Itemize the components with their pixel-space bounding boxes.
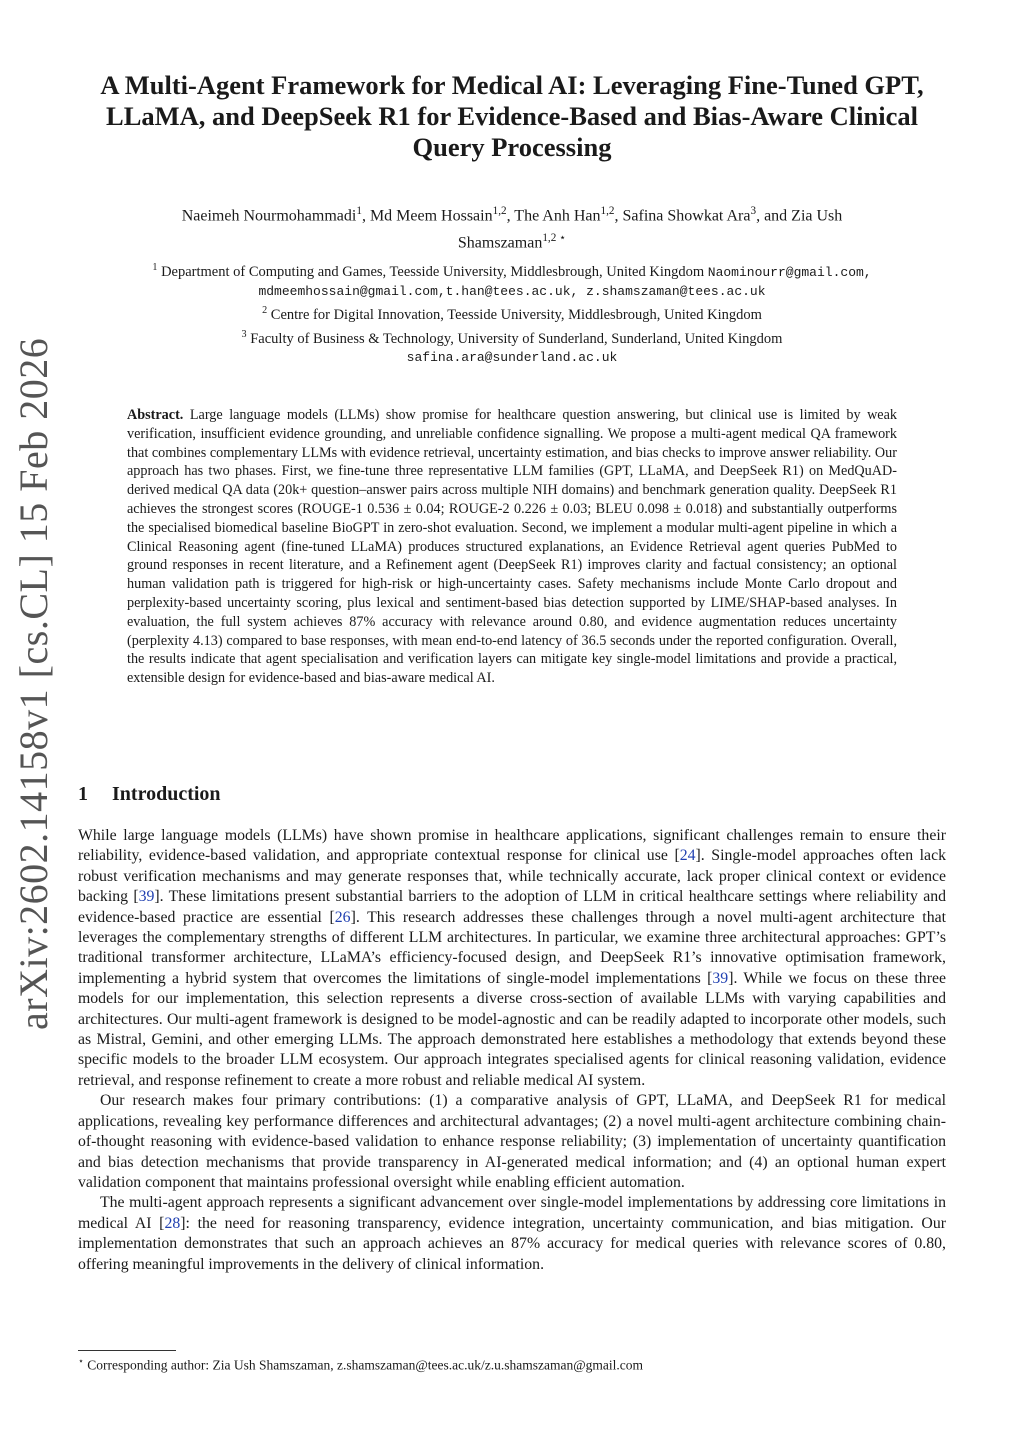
- text-span: While large language models (LLMs) have shown promise in healthcare applications, significant challenges remain to ensure their reliability, evidence-based validation, and appropriate contextual response for clinical use [: [78, 827, 946, 865]
- citation-link[interactable]: 28: [164, 1214, 181, 1232]
- title-line-3: Query Processing: [412, 132, 612, 162]
- citation-link[interactable]: 39: [712, 969, 729, 987]
- affiliation-2: Centre for Digital Innovation, Teesside University, Middlesbrough, United Kingdom: [270, 306, 762, 323]
- email: safina.ara@sunderland.ac.uk: [406, 350, 618, 366]
- paper-title: [60, 70, 964, 163]
- affil-mark: 1: [152, 262, 158, 273]
- section-heading: [78, 783, 221, 806]
- section-number: 1: [78, 783, 88, 805]
- author-name: Naeimeh Nourmohammadi: [181, 207, 357, 225]
- affil-mark: 3: [241, 328, 247, 340]
- title-line-2: LLaMA, and DeepSeek R1 for Evidence-Based and Bias-Aware Clinical: [106, 101, 918, 131]
- section-title: Introduction: [112, 783, 221, 805]
- abstract-label: Abstract.: [127, 407, 184, 423]
- text-span: ]. Single-model approaches often lack robust verification mechanisms and may generate responses that, while technically accurate, lack proper clinical context or evidence backing [: [78, 847, 946, 906]
- author-name: Shamszaman: [457, 234, 543, 252]
- author-affil-mark: 1,2 ⋆: [542, 232, 567, 245]
- footnote-rule: [78, 1350, 176, 1351]
- text-span: ]. These limitations present substantial barriers to the adoption of LLM in critical healthcare settings where reliability and evidence-based practice are essential [: [78, 888, 946, 926]
- citation-link[interactable]: 26: [334, 908, 351, 926]
- footnote-mark: ⋆: [78, 1357, 84, 1367]
- abstract: [127, 406, 897, 688]
- footnote-text: Corresponding author: Zia Ush Shamszaman, z.shamszaman@tees.ac.uk/z.u.shamszaman@gmail.com: [83, 1357, 644, 1373]
- text-span: ]: the need for reasoning transparency, evidence integration, uncertainty communication, and bias mitigation. Our implementation demonstrates that such an approach achieves an 87% accuracy for medical queries with relevance scores of 0.80, offering meaningful improvements in the delivery of clinical information.: [78, 1214, 946, 1273]
- footnote: [78, 1356, 946, 1374]
- author-affil-mark: 1: [356, 205, 362, 217]
- body-text: [78, 826, 946, 1275]
- author-name: , and Zia Ush: [756, 207, 843, 225]
- paragraph: [78, 1193, 946, 1275]
- affiliations: [70, 258, 954, 367]
- affil-mark: 2: [262, 304, 268, 316]
- author-affil-mark: 3: [750, 205, 757, 217]
- text-span: The multi-agent approach represents a significant advancement over single-model implementations by addressing core limitations in medical AI [: [78, 1194, 946, 1232]
- paragraph: Our research makes four primary contributions: (1) a comparative analysis of GPT, LLaMA, and DeepSeek R1 for medical applications, revealing key performance differences and architectural advantages; (2) a novel multi-agent architecture combining chain-of-thought reasoning with evidence-based validation to enhance response reliability; (3) implementation of uncertainty quantification and bias detection mechanisms that provide transparency in AI-generated medical information; and (4) an optional human expert validation component that maintains professional oversight while enabling efficient automation.: [78, 1092, 946, 1191]
- affiliation-1: Department of Computing and Games, Teesside University, Middlesbrough, United Kingdom: [161, 263, 705, 280]
- author-name: , Md Meem Hossain: [361, 207, 493, 225]
- email-list: mdmeemhossain@gmail.com,t.han@tees.ac.uk, z.shamszaman@tees.ac.uk: [258, 283, 766, 299]
- author-affil-mark: 1,2: [492, 205, 507, 217]
- paragraph: [78, 826, 946, 1091]
- citation-link[interactable]: 39: [138, 888, 155, 906]
- author-affil-mark: 1,2: [600, 205, 615, 217]
- email: Naominourr@gmail.com,: [707, 264, 872, 280]
- author-list: [90, 200, 934, 255]
- title-line-1: A Multi-Agent Framework for Medical AI: Leveraging Fine-Tuned GPT,: [100, 70, 924, 100]
- abstract-text: Large language models (LLMs) show promise for healthcare question answering, but clinical use is limited by weak verification, insufficient evidence grounding, and unreliable confidence signalling. We propose a multi-agent medical QA framework that combines complementary LLMs with evidence retrieval, uncertainty estimation, and bias checks to improve answer reliability. Our approach has two phases. First, we fine-tune three representative LLM families (GPT, LLaMA, and DeepSeek R1) on MedQuAD-derived medical QA data (20k+ question–answer pairs across multiple NIH domains) and benchmark generation quality. DeepSeek R1 achieves the strongest scores (ROUGE-1 0.536 ± 0.04; ROUGE-2 0.226 ± 0.03; BLEU 0.098 ± 0.018) and substantially outperforms the specialised biomedical baseline BioGPT in zero-shot evaluation. Second, we implement a modular multi-agent pipeline in which a Clinical Reasoning agent (fine-tuned LLaMA) produces structured explanations, an Evidence Retrieval agent queries PubMed to ground responses in recent literature, and a Refinement agent (DeepSeek R1) improves clarity and factual consistency; an optional human validation path is triggered for high-risk or high-uncertainty cases. Safety mechanisms include Monte Carlo dropout and perplexity-based uncertainty scoring, plus lexical and sentiment-based bias detection supported by LIME/SHAP-based analyses. In evaluation, the full system achieves 87% accuracy with relevance around 0.80, and evidence augmentation reduces uncertainty (perplexity 4.13) compared to base responses, with mean end-to-end latency of 36.5 seconds under the reported configuration. Overall, the results indicate that agent specialisation and verification layers can mitigate key single-model limitations and provide a practical, extensible design for evidence-based and bias-aware medical AI.: [127, 407, 897, 687]
- author-name: , The Anh Han: [506, 207, 601, 225]
- citation-link[interactable]: 24: [679, 847, 696, 865]
- text-span: ]. This research addresses these challenges through a novel multi-agent architecture that leverages the complementary strengths of different LLM architectures. In particular, we examine three architectural approaches: GPT’s traditional transformer architecture, LLaMA’s efficiency-focused design, and DeepSeek R1’s innovative optimisation framework, implementing a hybrid system that overcomes the limitations of single-model implementations [: [78, 908, 946, 987]
- affiliation-3: Faculty of Business & Technology, University of Sunderland, Sunderland, United Kingdom: [250, 330, 783, 347]
- author-name: , Safina Showkat Ara: [614, 207, 751, 225]
- text-span: ]. While we focus on these three models for our implementation, this selection represents a diverse cross-section of available LLMs with varying capabilities and architectures. Our multi-agent framework is designed to be model-agnostic and can be readily adapted to incorporate other models, such as Mistral, Gemini, and other emerging LLMs. The approach demonstrated here establishes a methodology that extends beyond these specific models to the broader LLM ecosystem. Our approach integrates specialised agents for clinical reasoning validation, evidence retrieval, and response refinement to create a more robust and reliable medical AI system.: [78, 969, 946, 1089]
